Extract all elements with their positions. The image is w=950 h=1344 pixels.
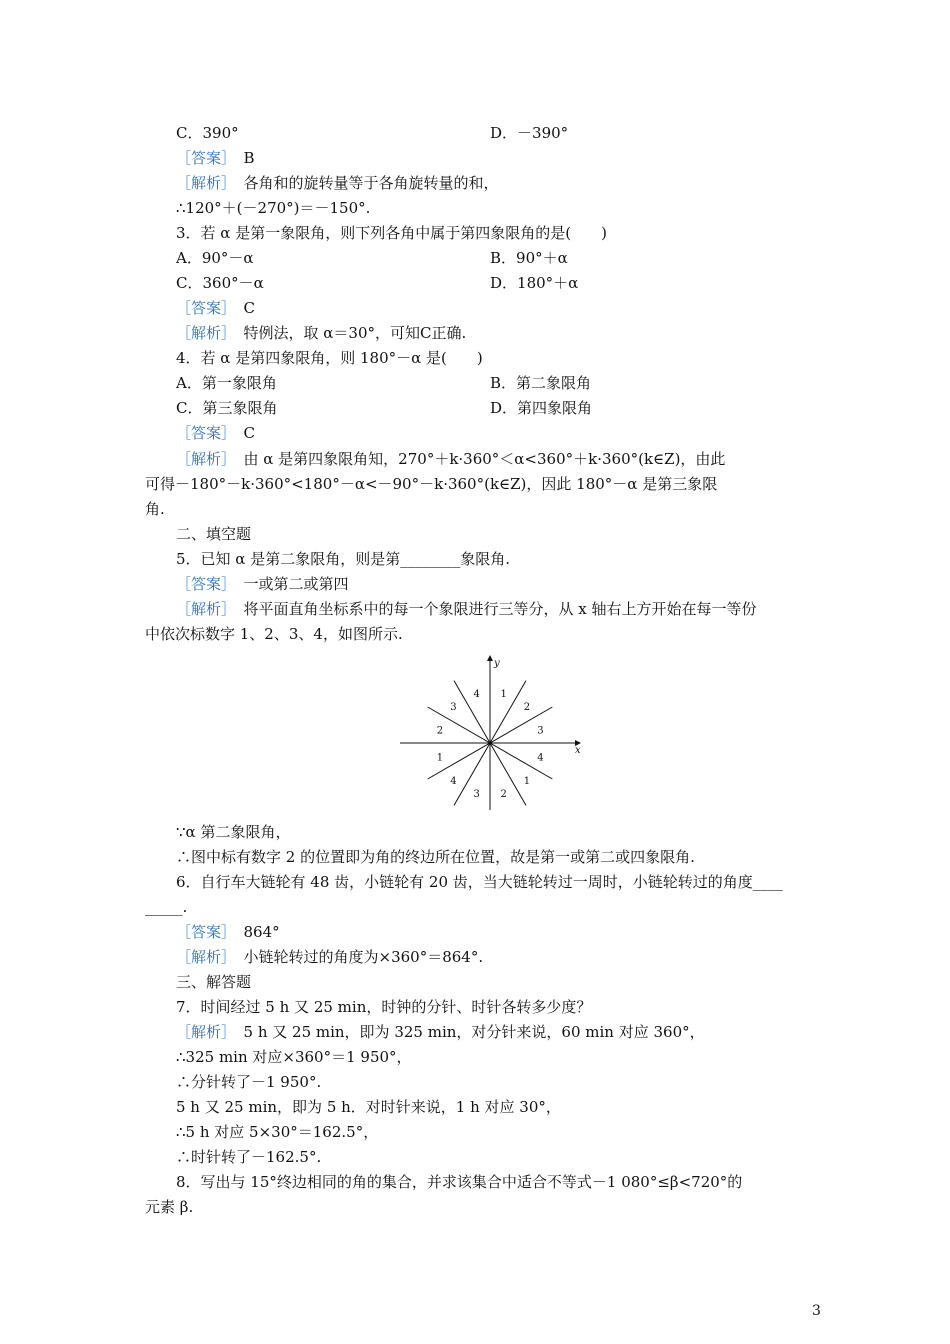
line-text: 8．写出与 15°终边相同的角的集合，并求该集合中适合不等式－1 080°≤β<720°的 bbox=[176, 1173, 743, 1191]
line-text: 可得－180°－k·360°<180°－α<－90°－k·360°(k∈Z)，因此 180°－α 是第三象限 bbox=[145, 475, 718, 493]
text-line bbox=[176, 449, 725, 469]
line-text: ∴5 h 对应 5×30°＝162.5°， bbox=[176, 1123, 379, 1141]
line-text: ∴120°＋(－270°)＝－150°. bbox=[176, 199, 371, 217]
text-line bbox=[176, 1072, 321, 1092]
line-text: 二、填空题 bbox=[176, 525, 252, 543]
option-right: D．180°＋α bbox=[490, 274, 579, 292]
text-line bbox=[176, 348, 483, 368]
section-tag: ［解析］ bbox=[176, 324, 229, 342]
option-left: C．360°－α bbox=[176, 274, 264, 292]
sector-label: 2 bbox=[500, 789, 507, 801]
text-line bbox=[176, 198, 370, 218]
text-line bbox=[176, 398, 593, 418]
option-right: D．－390° bbox=[490, 124, 569, 142]
page-number: 3 bbox=[812, 1303, 821, 1319]
text-line bbox=[176, 173, 499, 193]
section-tag: ［解析］ bbox=[176, 600, 229, 618]
section-tag: ［解析］ bbox=[176, 174, 229, 192]
sector-label: 1 bbox=[523, 775, 531, 787]
line-text: 864° bbox=[228, 923, 280, 941]
section-tag: ［答案］ bbox=[176, 424, 229, 442]
text-line bbox=[145, 897, 187, 917]
line-text: 6．自行车大链轮有 48 齿，小链轮有 20 齿，当大链轮转过一周时，小链轮转过的角度____ bbox=[176, 873, 783, 891]
text-line bbox=[176, 972, 251, 992]
text-line bbox=[176, 922, 280, 942]
x-axis-label: x bbox=[575, 745, 581, 756]
text-line bbox=[176, 148, 255, 168]
text-line bbox=[176, 1097, 561, 1117]
section-tag: ［解析］ bbox=[176, 948, 229, 966]
text-line bbox=[145, 474, 717, 494]
sector-label: 2 bbox=[436, 725, 444, 737]
text-line bbox=[176, 872, 783, 892]
sector-label: 1 bbox=[500, 688, 507, 700]
text-line bbox=[176, 273, 579, 293]
text-line bbox=[176, 549, 510, 569]
text-line bbox=[176, 574, 349, 594]
sector-label: 1 bbox=[436, 752, 444, 764]
line-text: 特例法，取 α＝30°，可知C正确. bbox=[228, 324, 467, 342]
text-line bbox=[176, 123, 569, 143]
option-right: B．第二象限角 bbox=[490, 374, 592, 392]
option-left: A．90°－α bbox=[176, 249, 254, 267]
line-text: 7．时间经过 5 h 又 25 min，时钟的分针、时针各转多少度？ bbox=[176, 998, 592, 1016]
line-text: C bbox=[228, 424, 255, 442]
section-tag: ［答案］ bbox=[176, 149, 229, 167]
text-line bbox=[176, 323, 466, 343]
option-right: B．90°＋α bbox=[490, 249, 568, 267]
section-tag: ［解析］ bbox=[176, 1023, 229, 1041]
line-text: 小链轮转过的角度为×360°＝864°. bbox=[228, 948, 484, 966]
section-tag: ［解析］ bbox=[176, 450, 229, 468]
section-tag: ［答案］ bbox=[176, 575, 229, 593]
sector-label: 3 bbox=[537, 725, 544, 737]
text-line bbox=[176, 248, 568, 268]
line-text: ∴325 min 对应×360°＝1 950°， bbox=[176, 1048, 412, 1066]
text-line bbox=[176, 1047, 412, 1067]
line-text: _____. bbox=[145, 898, 188, 916]
sector-label: 3 bbox=[473, 789, 480, 801]
text-line bbox=[176, 822, 290, 842]
line-text: 5 h 又 25 min，即为 325 min，对分针来说，60 min 对应 360°， bbox=[228, 1023, 705, 1041]
text-line bbox=[176, 847, 695, 867]
text-line bbox=[176, 1147, 321, 1167]
line-text: 5．已知 α 是第二象限角，则是第________象限角. bbox=[176, 550, 510, 568]
line-text: 5 h 又 25 min，即为 5 h．对时针来说，1 h 对应 30°， bbox=[176, 1098, 561, 1116]
text-line bbox=[176, 524, 251, 544]
sector-label: 4 bbox=[450, 775, 457, 787]
option-left: C．第三象限角 bbox=[176, 399, 278, 417]
line-text: 将平面直角坐标系中的每一个象限进行三等分，从 x 轴右上方开始在每一等份 bbox=[228, 600, 757, 618]
option-right: D．第四象限角 bbox=[490, 399, 593, 417]
line-text: C bbox=[228, 299, 255, 317]
line-text: 4．若 α 是第四象限角，则 180°－α 是( ) bbox=[176, 349, 483, 367]
sector-label: 4 bbox=[473, 688, 480, 700]
text-line bbox=[176, 423, 255, 443]
section-tag: ［答案］ bbox=[176, 923, 229, 941]
line-text: 三、解答题 bbox=[176, 973, 252, 991]
text-line bbox=[145, 1197, 193, 1217]
text-line bbox=[176, 1022, 705, 1042]
line-text: ∴分针转了－1 950°. bbox=[176, 1073, 322, 1091]
sector-label: 3 bbox=[450, 702, 457, 714]
text-line bbox=[176, 223, 607, 243]
quadrant-division-diagram bbox=[398, 650, 588, 815]
line-text: 3．若 α 是第一象限角，则下列各角中属于第四象限角的是( ) bbox=[176, 224, 607, 242]
line-text: 中依次标数字 1、2、3、4，如图所示. bbox=[145, 625, 403, 643]
line-text: 元素 β. bbox=[145, 1198, 194, 1216]
line-text: B bbox=[228, 149, 255, 167]
section-tag: ［答案］ bbox=[176, 299, 229, 317]
text-line bbox=[176, 947, 483, 967]
sector-label: 2 bbox=[523, 702, 531, 714]
text-line bbox=[176, 1172, 742, 1192]
text-line bbox=[176, 298, 255, 318]
text-line bbox=[176, 997, 591, 1017]
text-line bbox=[145, 624, 403, 644]
text-line bbox=[176, 1122, 378, 1142]
option-left: A．第一象限角 bbox=[176, 374, 277, 392]
option-left: C．390° bbox=[176, 124, 239, 142]
line-text: ∴图中标有数字 2 的位置即为角的终边所在位置，故是第一或第二或四象限角. bbox=[176, 848, 695, 866]
y-axis-label: y bbox=[494, 658, 500, 669]
line-text: ∴时针转了－162.5°. bbox=[176, 1148, 322, 1166]
line-text: 由 α 是第四象限角知，270°＋k·360°＜α<360°＋k·360°(k∈Z)，由此 bbox=[228, 450, 726, 468]
line-text: ∵α 第二象限角， bbox=[176, 823, 291, 841]
line-text: 角. bbox=[145, 500, 165, 518]
text-line bbox=[176, 599, 757, 619]
text-line bbox=[145, 499, 165, 519]
text-line bbox=[176, 373, 592, 393]
line-text: 一或第二或第四 bbox=[228, 575, 349, 593]
line-text: 各角和的旋转量等于各角旋转量的和， bbox=[228, 174, 499, 192]
sector-label: 4 bbox=[537, 752, 544, 764]
